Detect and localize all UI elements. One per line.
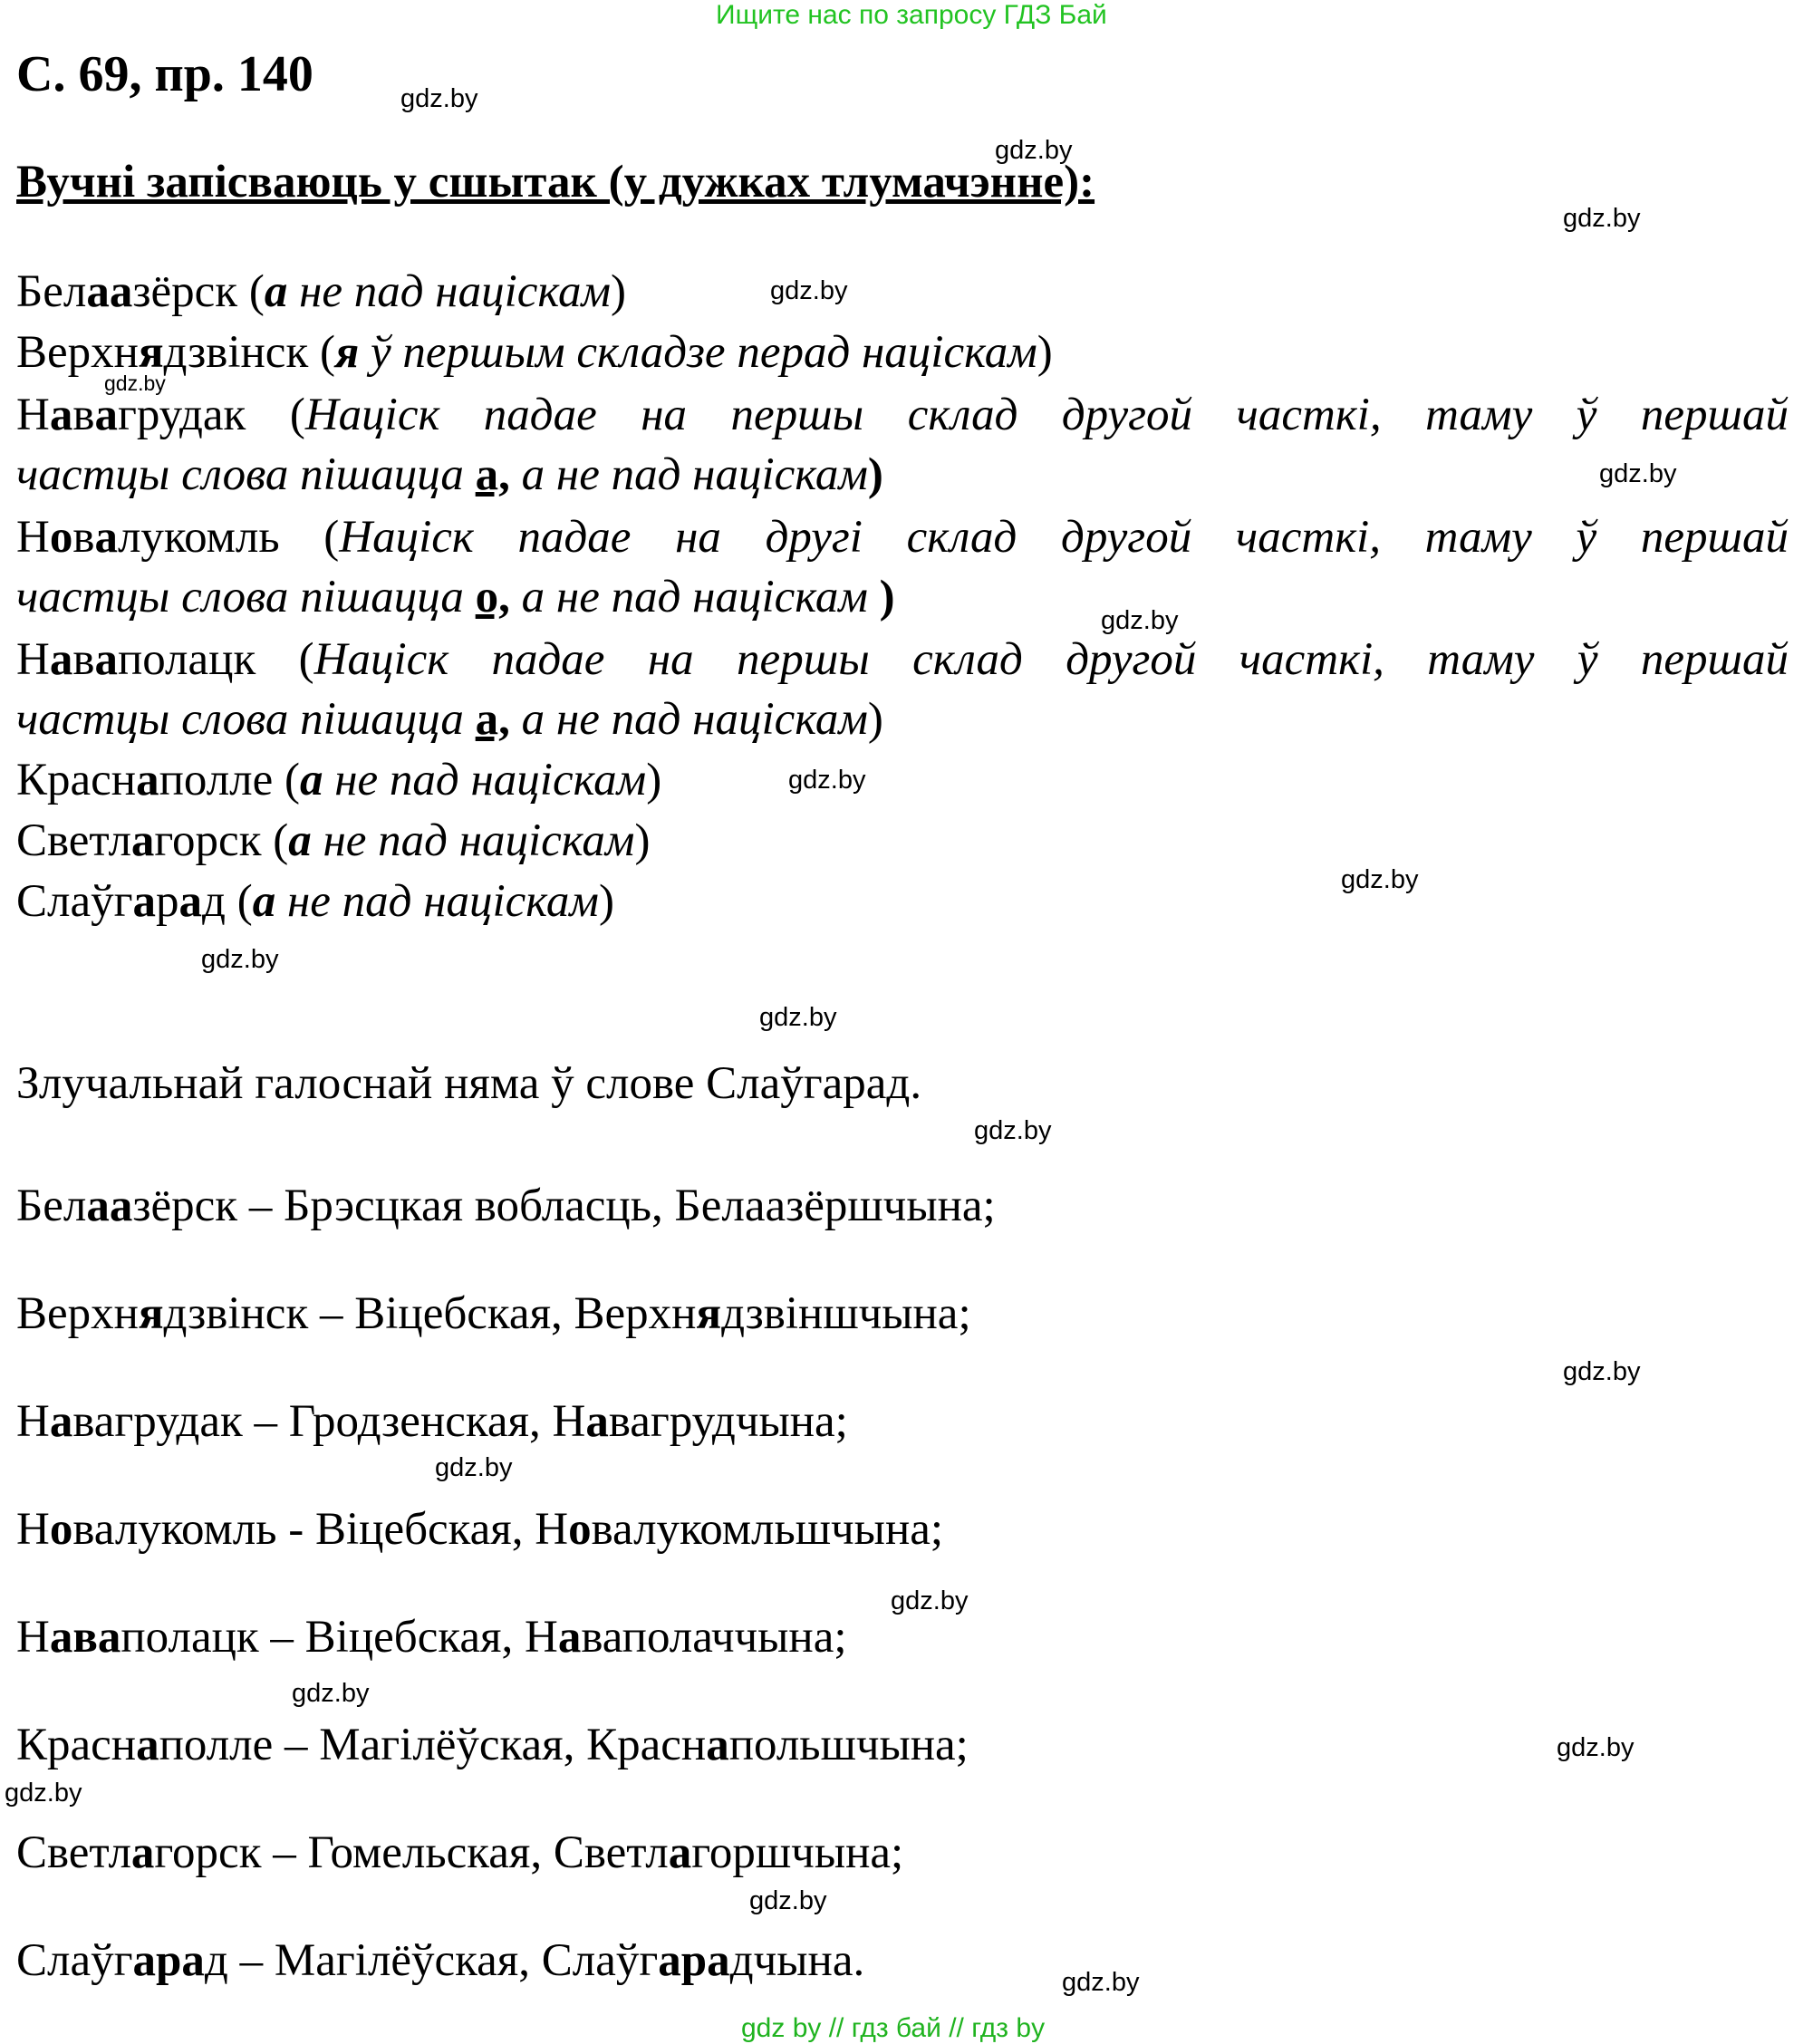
entry-line: Белаазёрск (а не пад націскам) xyxy=(16,266,627,317)
watermark: gdz.by xyxy=(1101,606,1179,635)
watermark: gdz.by xyxy=(1557,1733,1635,1762)
watermark: gdz.by xyxy=(1563,1357,1641,1386)
region-line: Слаўгарад – Магілёўская, Слаўгарадчына. xyxy=(16,1935,865,1986)
watermark: gdz.by xyxy=(292,1679,370,1708)
watermark: gdz.by xyxy=(891,1586,969,1615)
watermark: gdz.by xyxy=(1563,204,1641,233)
watermark: gdz.by xyxy=(104,371,166,395)
entry-line: Краснаполле (а не пад націскам) xyxy=(16,755,662,805)
region-line: Белаазёрск – Брэсцкая вобласць, Белаазёршчына; xyxy=(16,1181,996,1231)
watermark: gdz.by xyxy=(400,84,478,113)
region-line: Светлагорск – Гомельская, Светлагоршчына; xyxy=(16,1827,904,1878)
entry-line-cont: частцы слова пішацца а, а не пад націскам) xyxy=(16,694,883,745)
entry-line: Новалукомль (Націск падае на другі склад другой часткі, таму ў першай xyxy=(16,512,1789,563)
watermark: gdz.by xyxy=(995,136,1073,165)
watermark: gdz.by xyxy=(1341,865,1419,894)
watermark: gdz.by xyxy=(770,276,848,305)
region-line: Навагрудак – Гродзенская, Навагрудчына; xyxy=(16,1396,848,1447)
entry-line: Верхнядзвінск (я ў першым складзе перад націскам) xyxy=(16,327,1053,378)
conclusion: Злучальнай галоснай няма ў слове Слаўгарад. xyxy=(16,1058,922,1109)
entry-line: Слаўгарад (а не пад націскам) xyxy=(16,876,614,927)
watermark: gdz.by xyxy=(759,1003,837,1032)
watermark: gdz.by xyxy=(435,1453,513,1482)
footer-links[interactable]: gdz by // гдз бай // гдз by xyxy=(741,2013,1046,2043)
watermark: gdz.by xyxy=(788,766,866,795)
watermark: gdz.by xyxy=(5,1779,82,1808)
watermark: gdz.by xyxy=(974,1116,1052,1145)
entry-line-cont: частцы слова пішацца а, а не пад націскам) xyxy=(16,449,883,500)
subtitle: Вучні запісваюць у сшытак (у дужках тлумачэнне): xyxy=(16,157,1095,207)
region-line: Верхнядзвінск – Віцебская, Верхнядзвіншчына; xyxy=(16,1288,971,1339)
watermark: gdz.by xyxy=(1062,1968,1140,1997)
entry-line: Наваполацк (Націск падае на першы склад другой часткі, таму ў першай xyxy=(16,634,1789,685)
entry-line-cont: частцы слова пішацца о, а не пад націскам ) xyxy=(16,572,895,622)
entry-line: Светлагорск (а не пад націскам) xyxy=(16,815,651,866)
entry-line: Навагрудак (Націск падае на першы склад другой часткі, таму ў першай xyxy=(16,390,1789,440)
watermark: gdz.by xyxy=(201,945,279,974)
watermark: gdz.by xyxy=(749,1886,827,1915)
watermark: gdz.by xyxy=(1599,459,1677,488)
page-title: С. 69, пр. 140 xyxy=(16,46,313,102)
region-line: Новалукомль - Віцебская, Новалукомльшчына; xyxy=(16,1504,944,1555)
top-banner[interactable]: Ищите нас по запросу ГДЗ Бай xyxy=(716,0,1107,30)
region-line: Краснаполле – Магілёўская, Краснапольшчына; xyxy=(16,1720,969,1770)
region-line: Наваполацк – Віцебская, Наваполаччына; xyxy=(16,1612,847,1663)
